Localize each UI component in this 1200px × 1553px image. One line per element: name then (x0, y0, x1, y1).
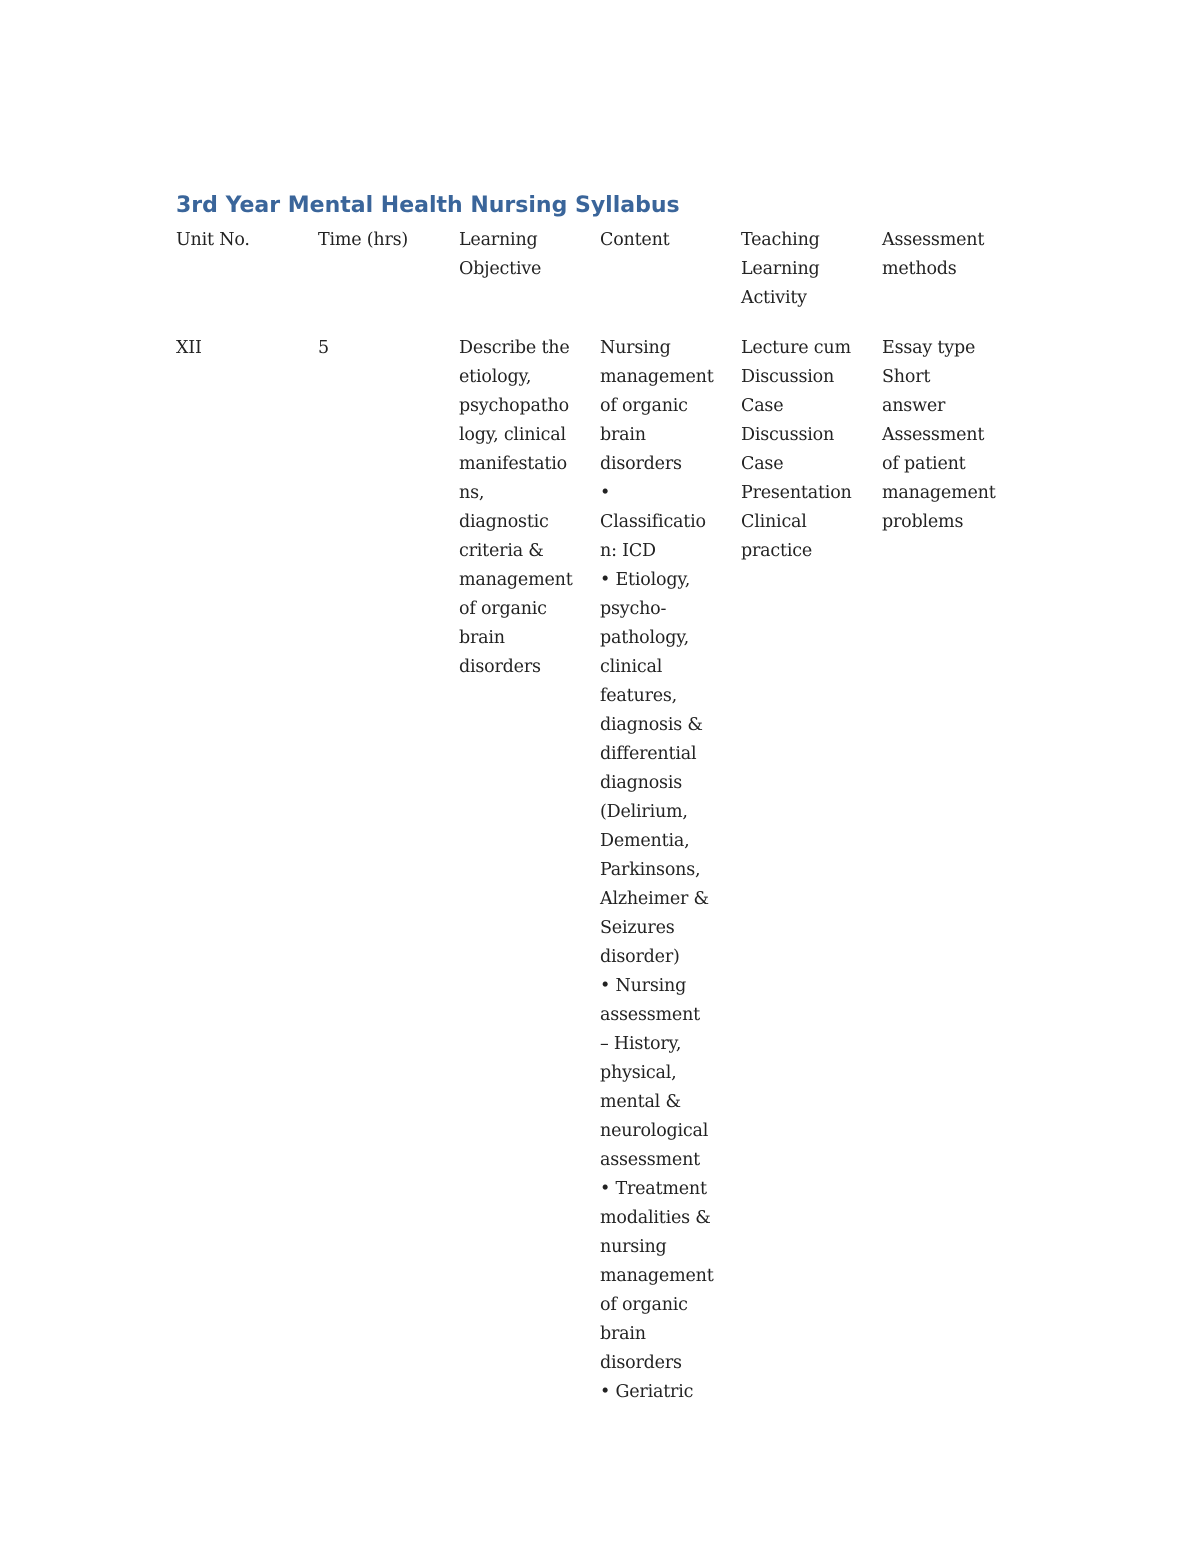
cell-line: Alzheimer & (600, 889, 709, 909)
cell-line: n: ICD (600, 541, 656, 561)
header-text: Learning (741, 259, 820, 279)
cell-line: 5 (318, 338, 329, 358)
cell-line: brain (600, 425, 646, 445)
header-text: Objective (459, 259, 542, 279)
cell-line: of organic (600, 1295, 688, 1315)
cell-line: criteria & (459, 541, 544, 561)
cell-line: Case (741, 454, 784, 474)
cell-line: disorders (600, 1353, 682, 1373)
cell-line: diagnosis & (600, 715, 703, 735)
cell-line: management (459, 570, 573, 590)
cell-line: Discussion (741, 425, 835, 445)
cell-line: manifestatio (459, 454, 567, 474)
cell-line: pathology, (600, 628, 689, 648)
cell-line: Lecture cum (741, 338, 851, 358)
cell-line: problems (882, 512, 964, 532)
cell-line: of organic (459, 599, 547, 619)
header-text: Teaching (741, 230, 820, 250)
cell-line: brain (459, 628, 505, 648)
cell-line: clinical (600, 657, 663, 677)
cell-line: brain (600, 1324, 646, 1344)
cell-line: assessment (600, 1005, 700, 1025)
cell-line: • (600, 483, 611, 503)
cell-line: Nursing (600, 338, 671, 358)
cell-line: differential (600, 744, 697, 764)
cell-line: Parkinsons, (600, 860, 701, 880)
cell-line: of organic (600, 396, 688, 416)
cell-line: disorders (600, 454, 682, 474)
header-text: Assessment (882, 230, 985, 250)
cell-line: disorders (459, 657, 541, 677)
header-teaching-learning-activity (741, 226, 871, 313)
cell-teaching-learning-activity (741, 334, 871, 566)
cell-line: practice (741, 541, 812, 561)
cell-line: diagnosis (600, 773, 683, 793)
cell-line: disorder) (600, 947, 680, 967)
header-text: Unit No. (176, 230, 250, 250)
cell-line: Classificatio (600, 512, 706, 532)
cell-unit-no (176, 334, 306, 363)
cell-line: (Delirium, (600, 802, 688, 822)
cell-line: assessment (600, 1150, 700, 1170)
header-content (600, 226, 730, 255)
header-text: Activity (741, 288, 807, 308)
cell-line: Clinical (741, 512, 807, 532)
header-text: methods (882, 259, 957, 279)
cell-line: management (882, 483, 996, 503)
cell-line: features, (600, 686, 678, 706)
cell-line: psycho- (600, 599, 667, 619)
cell-line: management (600, 1266, 714, 1286)
cell-line: mental & (600, 1092, 681, 1112)
cell-line: Case (741, 396, 784, 416)
cell-line: ns, (459, 483, 485, 503)
cell-line: etiology, (459, 367, 532, 387)
cell-line: of patient (882, 454, 966, 474)
cell-line: Discussion (741, 367, 835, 387)
cell-line: modalities & (600, 1208, 711, 1228)
cell-learning-objective (459, 334, 589, 682)
cell-line: neurological (600, 1121, 709, 1141)
cell-line: answer (882, 396, 946, 416)
cell-line: • Treatment (600, 1179, 707, 1199)
cell-line: – History, (600, 1034, 682, 1054)
cell-line: Seizures (600, 918, 675, 938)
page-title: 3rd Year Mental Health Nursing Syllabus (176, 193, 680, 218)
header-assessment-methods (882, 226, 1022, 284)
header-text: Content (600, 230, 670, 250)
header-learning-objective (459, 226, 589, 284)
cell-line: physical, (600, 1063, 677, 1083)
cell-line: diagnostic (459, 512, 549, 532)
cell-line: • Etiology, (600, 570, 691, 590)
cell-line: nursing (600, 1237, 667, 1257)
header-text: Learning (459, 230, 538, 250)
header-time-hrs (318, 226, 448, 255)
cell-line: • Nursing (600, 976, 687, 996)
cell-line: XII (176, 338, 202, 358)
cell-line: logy, clinical (459, 425, 566, 445)
cell-line: Presentation (741, 483, 852, 503)
cell-line: Essay type (882, 338, 976, 358)
cell-line: Assessment (882, 425, 985, 445)
cell-line: psychopatho (459, 396, 569, 416)
cell-line: Short (882, 367, 931, 387)
header-unit-no (176, 226, 306, 255)
cell-content (600, 334, 730, 1407)
header-text: Time (hrs) (318, 230, 409, 250)
cell-line: Describe the (459, 338, 570, 358)
cell-assessment-methods (882, 334, 1022, 537)
cell-line: management (600, 367, 714, 387)
cell-time-hrs (318, 334, 448, 363)
cell-line: Dementia, (600, 831, 690, 851)
cell-line: • Geriatric (600, 1382, 694, 1402)
